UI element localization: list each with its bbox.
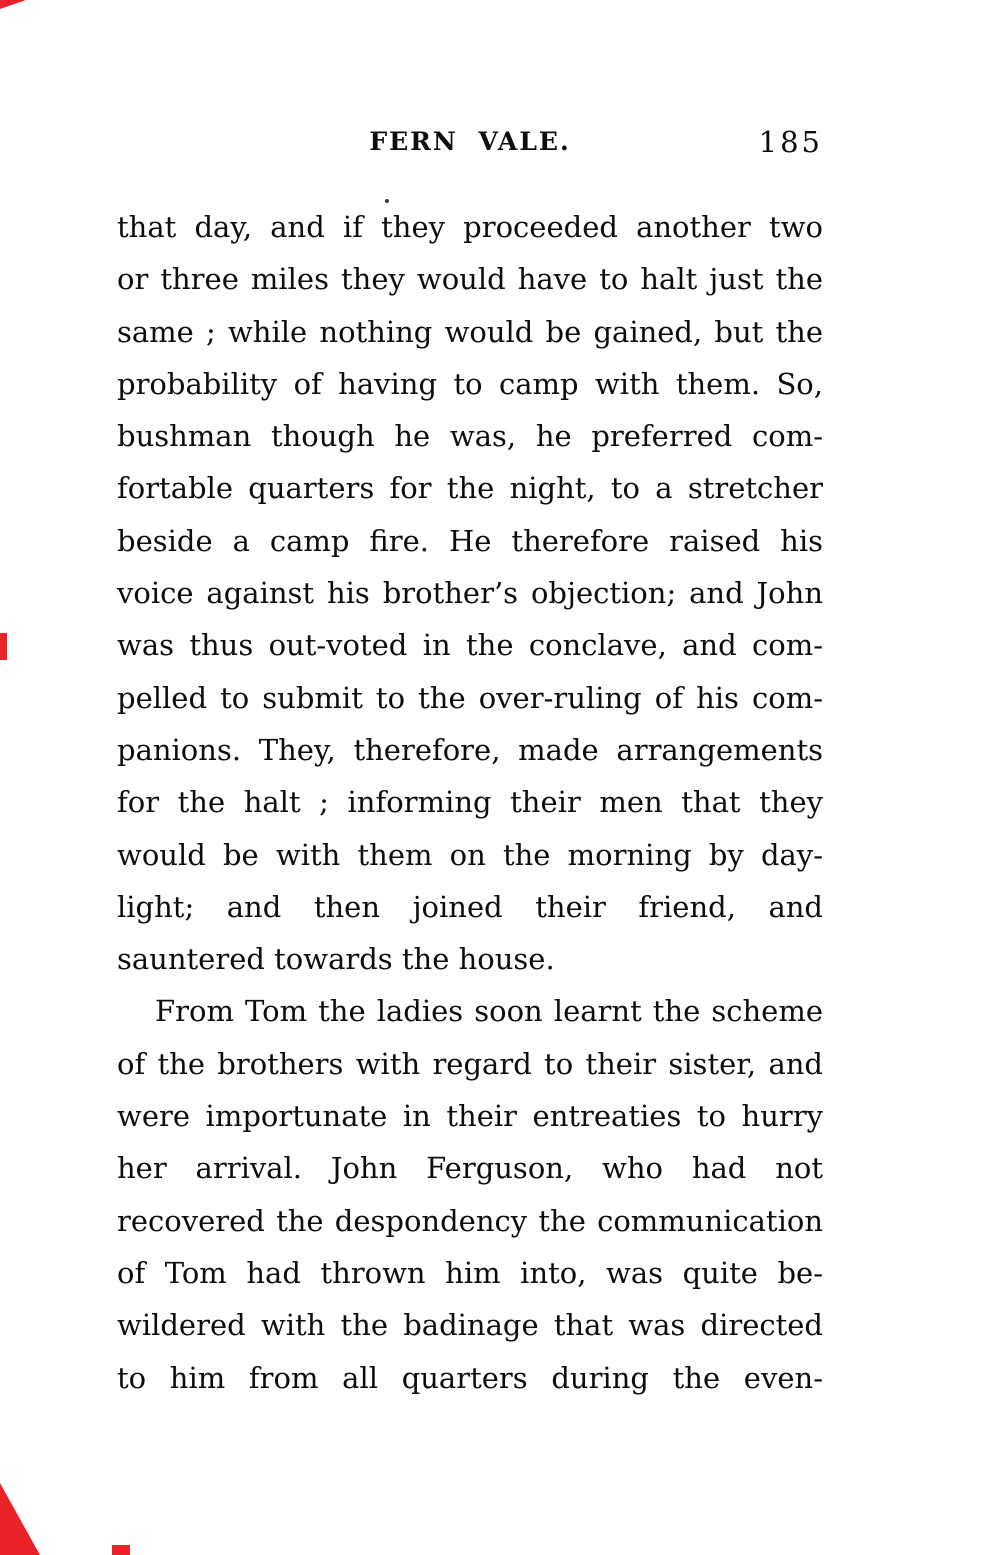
text-line: her arrival. John Ferguson, who had not: [117, 1151, 823, 1186]
text-line: bushman though he was, he preferred com-: [117, 419, 823, 454]
text-line: were importunate in their entreaties to hurry: [117, 1099, 823, 1134]
red-edge-mark: [112, 1545, 130, 1555]
running-header-row: [117, 124, 823, 160]
red-edge-mark: [0, 0, 26, 9]
red-edge-mark: [0, 633, 7, 660]
running-header-title: FERN VALE.: [369, 127, 571, 156]
red-edge-mark: [0, 1483, 40, 1555]
text-line: fortable quarters for the night, to a stretcher: [117, 471, 823, 506]
text-line: of the brothers with regard to their sister, and: [117, 1046, 823, 1081]
text-line: was thus out-voted in the conclave, and com-: [117, 628, 823, 663]
text-line: recovered the despondency the communication: [117, 1203, 823, 1238]
text-line: sauntered towards the house.: [117, 942, 555, 977]
text-line: same ; while nothing would be gained, but the: [117, 314, 823, 349]
text-line: From Tom the ladies soon learnt the scheme: [155, 994, 823, 1029]
page-number: 185: [758, 125, 823, 159]
text-line: would be with them on the morning by day-: [117, 837, 823, 872]
text-line: voice against his brother’s objection; and John: [117, 576, 823, 611]
page-text: [117, 201, 823, 1404]
text-line: wildered with the badinage that was directed: [117, 1308, 823, 1343]
text-line: panions. They, therefore, made arrangements: [117, 732, 823, 767]
text-line: of Tom had thrown him into, was quite be-: [117, 1255, 823, 1290]
text-line: light; and then joined their friend, and: [117, 889, 823, 924]
text-line: to him from all quarters during the even-: [117, 1360, 823, 1395]
text-line: or three miles they would have to halt just the: [117, 262, 823, 297]
text-line: for the halt ; informing their men that they: [117, 785, 823, 820]
text-line: beside a camp fire. He therefore raised his: [117, 523, 823, 558]
text-line: probability of having to camp with them. So,: [117, 366, 823, 401]
text-line: pelled to submit to the over-ruling of his com-: [117, 680, 823, 715]
text-line: that day, and if they proceeded another two: [117, 210, 823, 244]
